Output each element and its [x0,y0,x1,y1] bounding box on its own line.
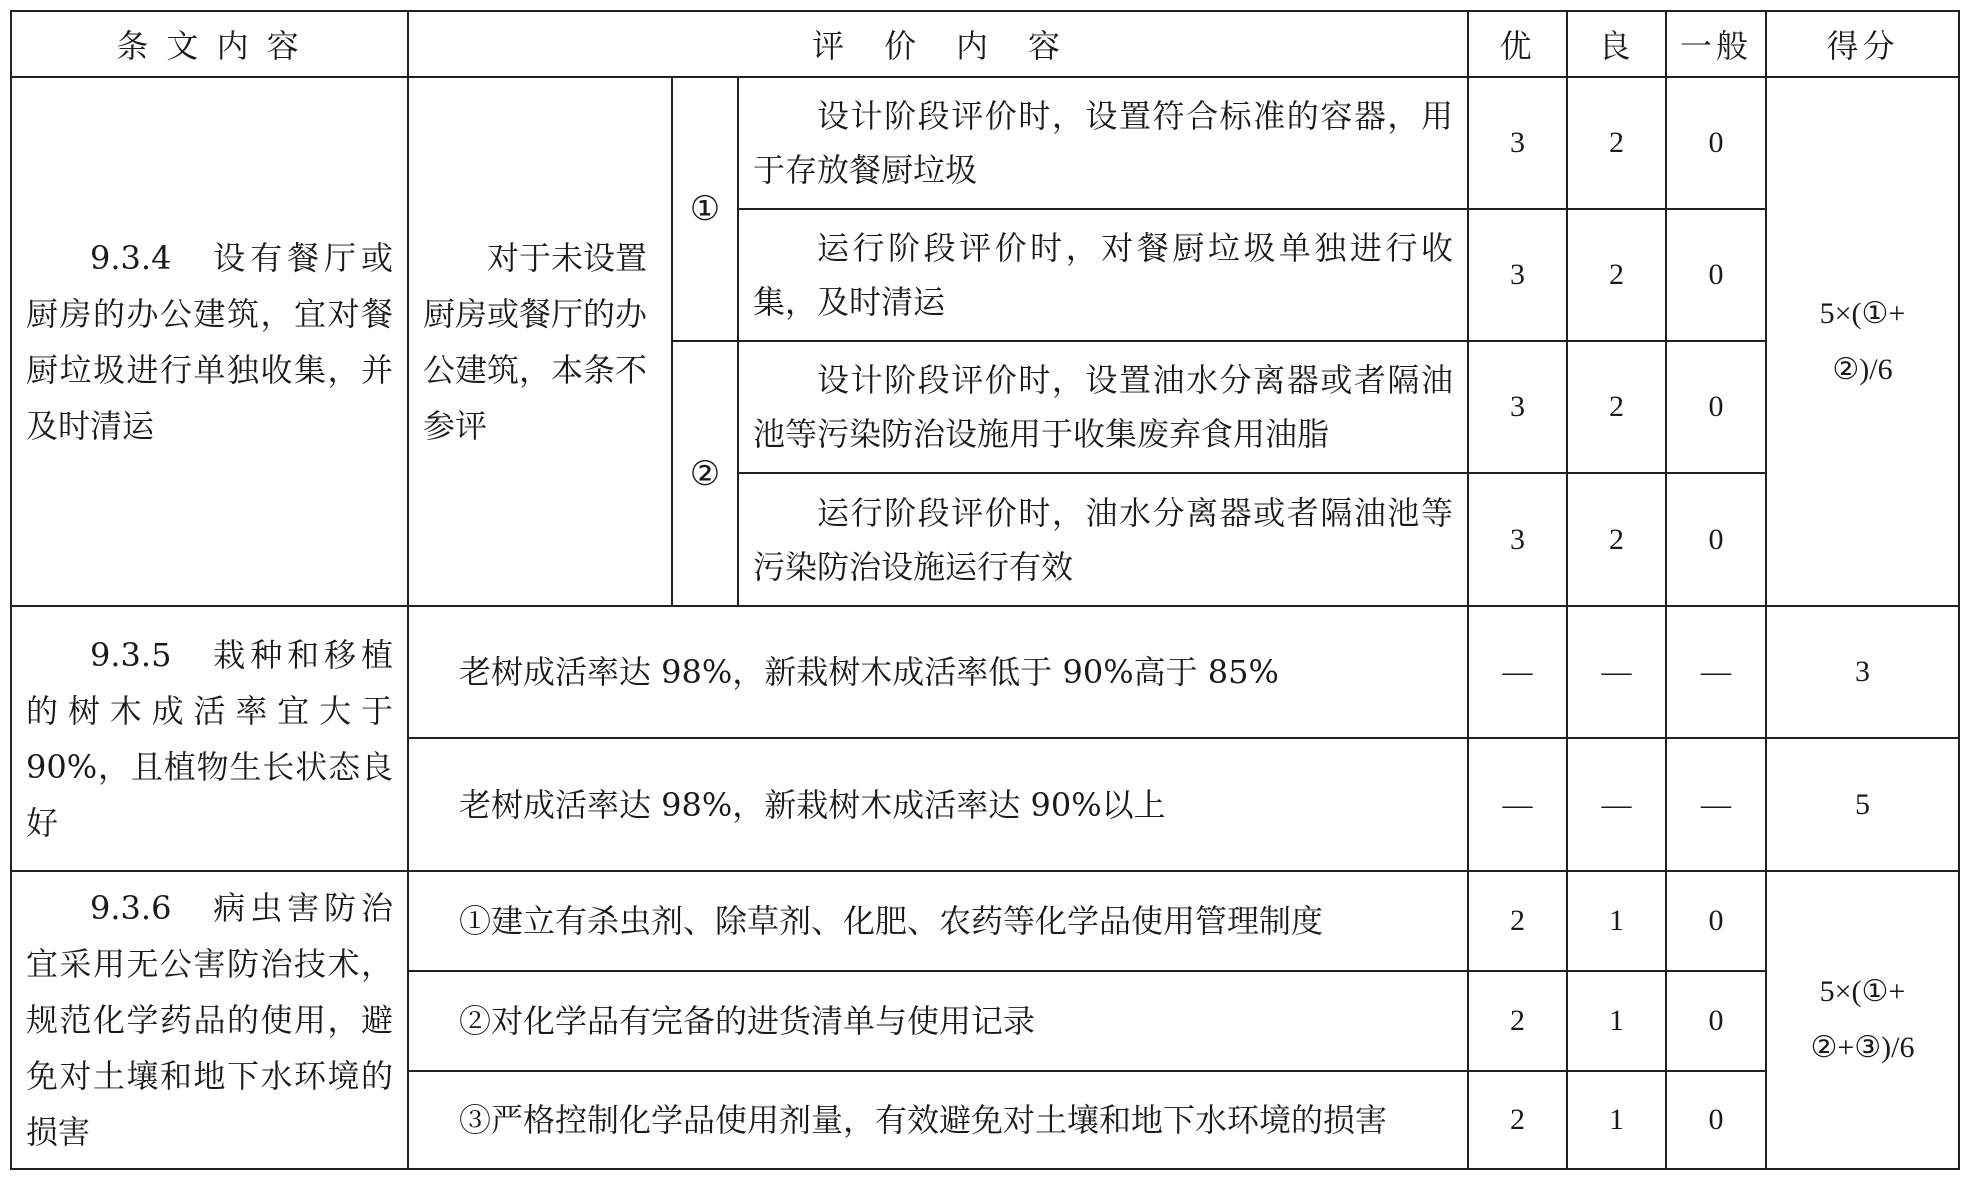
header-score: 得分 [1766,11,1959,77]
item-text: 设计阶段评价时，设置符合标准的容器，用于存放餐厨垃圾 [738,77,1468,209]
excellent-value: 2 [1468,871,1567,971]
excellent-value: 3 [1468,341,1567,473]
excellent-value: — [1468,606,1567,738]
score-formula-9-3-6 [1766,871,1959,1169]
header-clause: 条 文 内 容 [11,11,408,77]
item-text: 运行阶段评价时，油水分离器或者隔油池等污染防治设施运行有效 [738,473,1468,606]
average-value: — [1666,606,1766,738]
evaluation-table [10,10,1960,1170]
item-text: ③严格控制化学品使用剂量，有效避免对土壤和地下水环境的损害 [408,1071,1468,1169]
good-value: — [1567,606,1666,738]
average-value: 0 [1666,473,1766,606]
excellent-value: 2 [1468,1071,1567,1169]
good-value: — [1567,738,1666,871]
header-content: 评 价 内 容 [408,11,1468,77]
good-value: 2 [1567,209,1666,341]
average-value: — [1666,738,1766,871]
good-value: 1 [1567,871,1666,971]
average-value: 0 [1666,77,1766,209]
item-text: ①建立有杀虫剂、除草剂、化肥、农药等化学品使用管理制度 [408,871,1468,971]
score-line: 5×(①+ [1819,975,1906,1008]
average-value: 0 [1666,341,1766,473]
excellent-value: 3 [1468,209,1567,341]
score-value: 5 [1766,738,1959,871]
good-value: 1 [1567,1071,1666,1169]
clause-9-3-5: 9.3.5 栽种和移植的树木成活率宜大于 90%，且植物生长状态良好 [11,606,408,871]
header-average: 一般 [1666,11,1766,77]
good-value: 2 [1567,77,1666,209]
clause-9-3-4: 9.3.4 设有餐厅或厨房的办公建筑，宜对餐厨垃圾进行单独收集，并及时清运 [11,77,408,606]
good-value: 1 [1567,971,1666,1071]
item-text: 设计阶段评价时，设置油水分离器或者隔油池等污染防治设施用于收集废弃食用油脂 [738,341,1468,473]
header-good: 良 [1567,11,1666,77]
score-line: ②)/6 [1832,352,1893,386]
item-text: 老树成活率达 98%，新栽树木成活率达 90%以上 [408,738,1468,871]
average-value: 0 [1666,871,1766,971]
score-value: 3 [1766,606,1959,738]
excellent-value: — [1468,738,1567,871]
item-text: ②对化学品有完备的进货清单与使用记录 [408,971,1468,1071]
clause-9-3-6: 9.3.6 病虫害防治宜采用无公害防治技术，规范化学药品的使用，避免对土壤和地下水环境的损害 [11,871,408,1169]
excellent-value: 3 [1468,473,1567,606]
good-value: 2 [1567,341,1666,473]
average-value: 0 [1666,209,1766,341]
good-value: 2 [1567,473,1666,606]
average-value: 0 [1666,971,1766,1071]
table-row [11,606,1959,738]
note-9-3-4: 对于未设置厨房或餐厅的办公建筑，本条不参评 [408,77,672,606]
table-row [11,871,1959,971]
score-line: 5×(①+ [1819,296,1906,330]
excellent-value: 2 [1468,971,1567,1071]
table-row [11,77,1959,209]
header-excellent: 优 [1468,11,1567,77]
average-value: 0 [1666,1071,1766,1169]
header-row [11,11,1959,77]
item-text: 老树成活率达 98%，新栽树木成活率低于 90%高于 85% [408,606,1468,738]
score-line: ②+③)/6 [1810,1031,1915,1064]
marker-2: ② [672,341,738,606]
marker-1: ① [672,77,738,341]
item-text: 运行阶段评价时，对餐厨垃圾单独进行收集，及时清运 [738,209,1468,341]
excellent-value: 3 [1468,77,1567,209]
score-formula-9-3-4 [1766,77,1959,606]
